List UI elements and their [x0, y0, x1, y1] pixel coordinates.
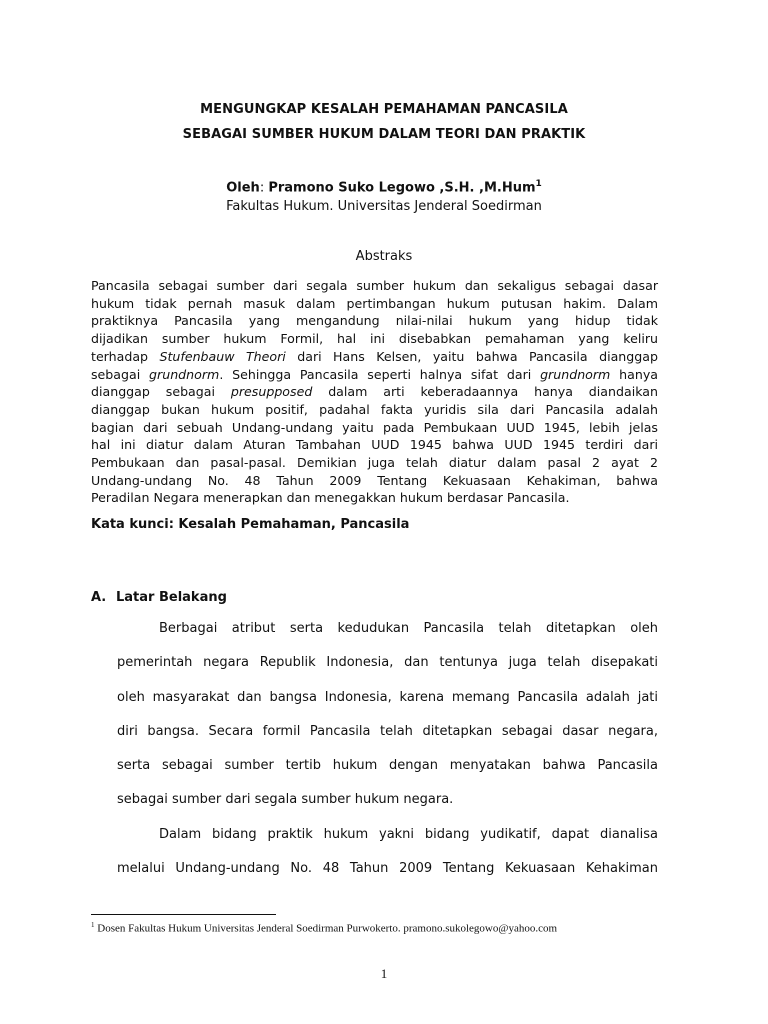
abstract-line — [91, 277, 658, 295]
abstract-line — [91, 348, 658, 366]
abstract-text: hukum tidak pernah masuk dalam pertimbangan hukum putusan hakim. Dalam — [91, 295, 658, 311]
abstract-text: Pembukaan dan pasal-pasal. Demikian juga telah diatur dalam pasal 2 ayat 2 — [91, 455, 658, 471]
abstract-line — [91, 436, 658, 454]
keywords-colon: : — [168, 517, 179, 532]
abstract-heading: Abstraks — [355, 249, 413, 264]
footnote-divider — [91, 914, 276, 915]
abstract-text: dalam arti keberadaannya hanya diandaikan — [312, 384, 658, 400]
abstract-text: dari Hans Kelsen, yaitu bahwa Pancasila dianggap — [285, 348, 658, 364]
abstract-text: hal ini diatur dalam Aturan Tambahan UUD 1945 bahwa UUD 1945 terdiri dari — [91, 437, 658, 453]
paper-title-line-1: MENGUNGKAP KESALAH PEMAHAMAN PANCASILA — [200, 102, 568, 117]
section-body — [117, 618, 658, 892]
abstract-text: terhadap — [91, 348, 160, 364]
abstract-line — [91, 454, 658, 472]
abstract-line — [91, 366, 658, 384]
abstract-italic-term: grundnorm — [540, 366, 611, 382]
footnote-text: Dosen Fakultas Hukum Universitas Jenderal Soedirman Purwokerto. pramono.sukolegowo@yahoo.com — [94, 922, 558, 935]
keywords-line — [91, 517, 691, 532]
abstract-text: hanya — [610, 366, 658, 382]
abstract-text: bagian dari sebuah Undang-undang yaitu pada Pembukaan UUD 1945, lebih jelas — [91, 419, 658, 435]
abstract-body — [91, 277, 658, 507]
abstract-line — [91, 295, 658, 313]
page-number: 1 — [380, 966, 388, 981]
section-number: A. — [91, 590, 107, 605]
abstract-text: sebagai — [91, 366, 150, 382]
body-line: oleh masyarakat dan bangsa Indonesia, karena memang Pancasila adalah jati — [117, 689, 658, 705]
abstract-text: Undang-undang No. 48 Tahun 2009 Tentang Kekuasaan Kehakiman, bahwa — [91, 472, 658, 488]
abstract-italic-term: presupposed — [230, 384, 313, 400]
footnote — [91, 921, 711, 935]
abstract-line — [91, 401, 658, 419]
abstract-line — [91, 472, 658, 490]
author-prefix: Oleh — [226, 180, 260, 196]
body-line: pemerintah negara Republik Indonesia, dan tentunya juga telah disepakati — [117, 655, 658, 671]
abstract-line — [91, 330, 658, 348]
abstract-line — [91, 419, 658, 437]
abstract-text: Pancasila sebagai sumber dari segala sumber hukum dan sekaligus sebagai dasar — [91, 278, 658, 293]
abstract-line — [91, 312, 658, 330]
abstract-italic-term: Stufenbauw Theori — [159, 348, 286, 364]
body-line: serta sebagai sumber tertib hukum dengan menyatakan bahwa Pancasila — [117, 758, 658, 774]
abstract-text: praktiknya Pancasila yang mengandung nilai-nilai hukum yang hidup tidak — [91, 313, 658, 329]
abstract-text: . Sehingga Pancasila seperti halnya sifat dari — [219, 366, 541, 382]
abstract-italic-term: grundnorm — [149, 366, 220, 382]
author-colon: : — [259, 180, 269, 196]
paper-title-line-2: SEBAGAI SUMBER HUKUM DALAM TEORI DAN PRAKTIK — [182, 127, 586, 142]
body-line: Dalam bidang praktik hukum yakni bidang yudikatif, dapat dianalisa — [159, 826, 658, 842]
keywords-separator: , — [330, 517, 341, 532]
author-affiliation: Fakultas Hukum. Universitas Jenderal Soedirman — [226, 199, 542, 214]
footnote-mark: 1 — [91, 921, 95, 929]
abstract-line — [91, 489, 658, 507]
abstract-text: dijadikan sumber hukum Formil, hal ini disebabkan pemahaman yang keliru — [91, 331, 658, 347]
section-heading — [91, 590, 227, 605]
abstract-line — [91, 383, 658, 401]
abstract-text: dianggap sebagai — [91, 384, 231, 400]
body-line: sebagai sumber dari segala sumber hukum negara. — [117, 792, 454, 808]
body-line: melalui Undang-undang No. 48 Tahun 2009 Tentang Kekuasaan Kehakiman — [117, 861, 658, 877]
keyword-2: Pancasila — [340, 517, 410, 532]
abstract-text: Peradilan Negara menerapkan dan menegakkan hukum berdasar Pancasila. — [91, 490, 570, 506]
author-name: Pramono Suko Legowo ,S.H. ,M.Hum — [268, 180, 536, 196]
keywords-label: Kata kunci — [91, 517, 169, 532]
abstract-text: dianggap bukan hukum positif, padahal fakta yuridis sila dari Pancasila adalah — [91, 401, 658, 417]
section-title: Latar Belakang — [116, 590, 227, 605]
author-line — [0, 179, 768, 195]
author-footnote-mark: 1 — [535, 179, 542, 189]
body-line: diri bangsa. Secara formil Pancasila telah ditetapkan sebagai dasar negara, — [117, 723, 658, 739]
keyword-1: Kesalah Pemahaman — [178, 517, 331, 532]
body-line: Berbagai atribut serta kedudukan Pancasila telah ditetapkan oleh — [159, 621, 658, 636]
